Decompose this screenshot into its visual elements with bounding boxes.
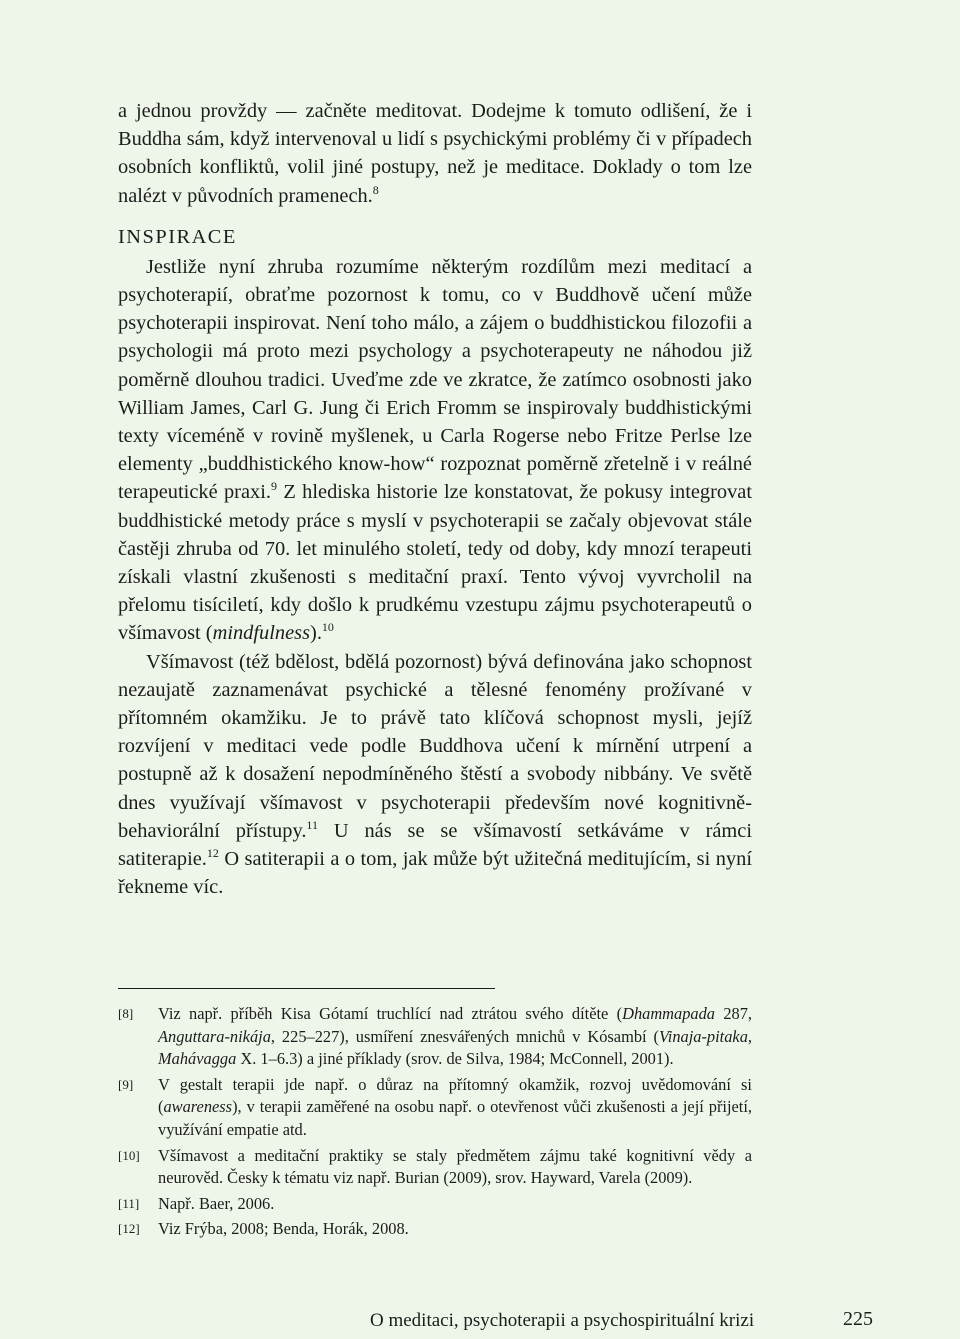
- paragraph-3: Všímavost (též bdělost, bdělá pozornost) bývá definována jako schopnost nezaujatě zaznamenávat psychické a tělesné fenomény prožívané v přítomném okamžiku. Je to právě tato klíčová schopnost mysli, jejíž rozvíjení v meditaci vede podle Buddhova učení k mírnění utrpení a postupně až k dosažení nepodmíněného štěstí a svobody nibbány. Ve světě dnes využívají všímavost v psychoterapii především nové kognitivně-behaviorální přístupy.$^{11}$ U nás se se všímavostí setkáváme v rámci satiterapie.$^{12}$ O satiterapii a o tom, jak může být užitečná meditujícím, si nyní řekneme víc.: [118, 650, 753, 899]
- footnote-text: V gestalt terapii jde např. o důraz na přítomný okamžik, rozvoj uvědomování si (awareness), v terapii zaměřené na osobu např. o otevřenost vůči zkušenosti a její přijetí, využívání empatie atd.: [158, 1074, 752, 1139]
- footnote-text: Viz např. příběh Kisa Gótamí truchlící nad ztrátou svého dítěte (Dhammapada 287, Anguttara-nikája, 225–227), usmíření znesvářených mnichů v Kósambí (Vinaja-pitaka, Mahávagga X. 1–6.3) a jiné příklady (srov. de Silva, 1984; McConnell, 2001).: [158, 1004, 753, 1069]
- footnote-number: [11]: [118, 1195, 140, 1211]
- footnote-number: [10]: [118, 1147, 140, 1163]
- footnote-ref-12[interactable]: 12: [206, 846, 219, 861]
- footnote-text: Viz Frýba, 2008; Benda, Horák, 2008.: [158, 1219, 409, 1239]
- footnote-number: [12]: [118, 1221, 140, 1237]
- section-heading: INSPIRACE: [118, 225, 237, 248]
- page-number: 225: [843, 1308, 873, 1330]
- footnote-text: Např. Baer, 2006.: [158, 1193, 275, 1213]
- footnote-11: [118, 1193, 752, 1216]
- footnote-number: [9]: [118, 1076, 134, 1092]
- paragraph-1: a jednou provždy — začněte meditovat. Dodejme k tomuto odlišení, že i Buddha sám, když intervenoval u lidí s psychickými problémy či v případech osobních konfliktů, volil jiné postupy, než je meditace. Doklady o tom lze nalézt v původních pramenech.$^8$: [118, 100, 752, 207]
- footnotes: [118, 1003, 752, 1244]
- paragraph-2: Jestliže nyní zhruba rozumíme některým rozdílům mezi meditací a psychoterapií, obraťme pozornost k tomu, co v Buddhově učení může psychoterapii inspirovat. Není toho málo, a zájem o buddhistickou filozofii a psychologii má proto mezi psychology a psychoterapeuty ne náhodou již poměrně dlouhou tradici. Uveďme zde ve zkratce, že zatímco osobnosti jako William James, Carl G. Jung či Erich Fromm se inspirovaly buddhistickými texty víceméně v rovině myšlenek, u Carla Rogerse nebo Fritze Perlse lze elementy „buddhistického know-how“ rozpoznat poměrně zřetelně i v reálné terapeutické praxi.$^9$ Z hlediska historie lze konstatovat, že pokusy integrovat buddhistické metody práce s myslí v psychoterapii se začaly objevovat stále častěji zhruba od 70. let minulého století, tedy od doby, kdy mnozí terapeuti získali vlastní zkušenosti s meditační praxí. Tento vývoj vyvrcholil na přelomu tisíciletí, kdy došlo k prudkému vzestupu zájmu psychoterapeutů o všímavost (mindfulness).$^{10}$: [118, 255, 752, 645]
- footnote-10: [118, 1145, 752, 1190]
- footnote-text: Všímavost a meditační praktiky se staly předmětem zájmu také kognitivní vědy a neurověd. Česky k tématu viz např. Burian (2009), srov. Hayward, Varela (2009).: [158, 1145, 752, 1188]
- footnote-ref-10[interactable]: 10: [321, 620, 334, 635]
- main-text: [118, 97, 752, 901]
- footnote-divider: [118, 988, 495, 989]
- footnote-12: [118, 1218, 752, 1241]
- footnote-8: [118, 1003, 752, 1071]
- footnote-ref-11[interactable]: 11: [306, 817, 318, 832]
- running-footer-title: O meditaci, psychoterapii a psychospirituální krizi: [370, 1310, 755, 1331]
- footnote-ref-9[interactable]: 9: [270, 479, 277, 494]
- footnote-9: [118, 1074, 752, 1142]
- footnote-number: [8]: [118, 1006, 134, 1021]
- footnote-ref-8[interactable]: 8: [372, 182, 379, 197]
